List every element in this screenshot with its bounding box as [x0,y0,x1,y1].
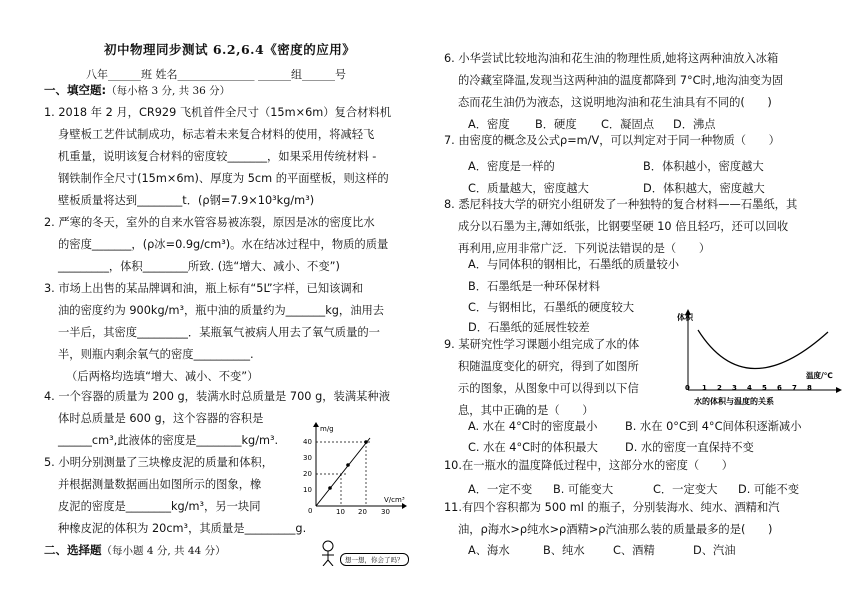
q3-line: 3. 市场上出售的某品牌调和油，瓶上标有“5L”字样，已知该调和 [44,282,364,295]
option-10a: A．一定不变 [468,483,533,496]
q11-line: 油，ρ海水>ρ纯水>ρ酒精>ρ汽油那么装的质量最多的是( ) [458,523,773,536]
q2-line: _________，体积________所致. (选“增大、减小、不变”) [58,260,340,273]
q6-line: 的冷藏室降温,发现当这两种油的温度都降到 7°C时,地沟油变为固 [458,74,784,87]
q9-line: 积随温度变化的研究，得到了如图所 [458,360,639,373]
option-6c: C．凝固点 [601,118,655,131]
q4-line: ______cm³,此液体的密度是________kg/m³. [58,434,279,447]
option-10d: D. 可能不变 [738,483,800,496]
q3-line: （后两格均选填“增大、减小、不变”） [66,370,259,383]
student-info-line: 八年______班 姓名______________ ______组______号 [86,68,346,81]
q8-line: 再利用,应用非常广泛．下列说法错误的是（ ） [458,242,711,255]
q4-line: 体时总质量是 600 g，这个容器的容积是 [58,412,264,425]
y-axis-label: m/g [320,425,334,433]
q8-line: 8. 悉尼科技大学的研究小组研发了一种独特的复合材料——石墨纸，其 [444,198,798,211]
q10-line: 10.在一瓶水的温度降低过程中，这部分水的密度（ ） [444,459,734,472]
option-8b: B．石墨纸是一种环保材料 [468,280,601,293]
thinking-figure-icon [318,540,338,566]
q6-line: 态而花生油仍为液态，这说明地沟油和花生油具有不同的( ) [458,96,772,109]
question-10 [444,455,854,477]
question-6 [444,48,854,114]
x-axis-arrow [836,387,842,393]
question-1 [44,102,434,212]
x-tick-label: 30 [381,508,390,514]
option-9d: D. 水的密度一直保持不变 [625,441,754,454]
option-11d: D、汽油 [693,544,736,557]
option-11c: C、酒精 [613,544,655,557]
footer-logo [318,540,414,568]
q7-line: 7. 由密度的概念及公式ρ=m/V，可以判定对于同一种物质（ ） [444,134,780,147]
data-point [346,463,350,467]
q6-line: 6. 小华尝试比较地沟油和花生油的物理性质,她将这两种油放入冰箱 [444,52,779,65]
option-9c: C. 水在 4°C时的体积最大 [468,441,598,454]
option-8c: C．与钢相比，石墨纸的硬度较大 [468,301,635,314]
x-tick-label: 3 [732,384,737,392]
question-7 [444,130,854,152]
q9-line: 示的图象，从图象中可以得到以下信 [458,382,639,395]
x-tick-label: 5 [762,384,767,392]
data-point [328,486,332,490]
y-axis-label: 体积 [677,313,693,322]
option-9a: A. 水在 4°C时的密度最小 [468,420,598,433]
q1-line: 壁板质量将达到________t．(ρ钢=7.9×10³kg/m³) [58,194,315,207]
y-tick-label: 30 [303,454,312,462]
x-tick-label: 4 [747,384,752,392]
q2-line: 的密度_______，(ρ冰=0.9g/cm³)。水在结冰过程中，物质的质量 [58,238,389,251]
q8-line: 成分以石墨为主,薄如纸张，比钢要坚硬 10 倍且轻巧，还可以回收 [458,220,789,233]
y-tick-label: 40 [303,438,312,446]
section-label: 一、填空题: [44,83,107,97]
q1-line: 身壁板工艺件试制成功，标志着未来复合材料的使用，将减轻飞 [58,128,375,141]
volume-temperature-graph [676,308,846,408]
question-11 [444,497,854,541]
question-8 [444,194,854,260]
x-tick-label: 0 [685,384,690,392]
x-tick-label: 20 [358,508,367,514]
data-point [364,440,368,444]
q5-line: 皮泥的密度是________kg/m³，另一块同 [58,500,261,513]
option-11b: B、纯水 [543,544,585,557]
section-fill-in [44,82,230,98]
option-6a: A．密度 [468,118,510,131]
q3-line: 半，则瓶内剩余氧气的密度__________. [58,348,254,361]
y-tick-label: 20 [303,470,312,478]
volume-curve [698,330,828,369]
question-3 [44,278,434,388]
q2-line: 2. 严寒的冬天，室外的自来水管容易被冻裂，原因是冰的密度比水 [44,216,375,229]
x-tick-label: 2 [717,384,722,392]
q9-line: 息，其中正确的是（ ） [458,404,594,417]
y-tick-label: 10 [303,486,312,494]
q1-line: 机重量，说明该复合材料的密度较_______，如果采用传统材料 - [58,150,377,163]
option-11a: A、海水 [468,544,510,557]
section-choice [44,542,226,558]
option-9b: B. 水在 0°C到 4°C间体积逐渐减小 [625,420,802,433]
x-axis-label: V/cm³ [384,496,405,504]
x-tick-label: 10 [336,508,345,514]
option-6b: B．硬度 [535,118,577,131]
q11-line: 11.有四个容积都为 500 ml 的瓶子，分别装海水、纯水、酒精和汽 [444,501,780,514]
option-7d: D．体积越大，密度越大 [643,182,765,195]
x-tick-label: 8 [807,384,812,392]
question-2 [44,212,434,278]
q4-line: 4. 一个容器的质量为 200 g，装满水时总质量是 700 g，装满某种液 [44,390,391,403]
x-axis-label: 温度/℃ [806,371,833,380]
section-label: 二、选择题 [44,543,102,557]
logo-caption: 想一想，你会了吗？ [340,553,409,566]
x-tick-label: 1 [702,384,707,392]
graph-caption: 水的体积与温度的关系 [694,397,774,406]
question-9 [444,334,674,422]
question-5 [44,452,324,540]
option-7c: C．质量越大，密度越大 [468,182,589,195]
q3-line: 一半后，其密度_________．某瓶氧气被病人用去了氧气质量的一 [58,326,380,339]
origin-label: 0 [308,507,313,514]
option-10b: B. 可能变大 [553,483,614,496]
option-6d: D．沸点 [673,118,716,131]
q5-line: 种橡皮泥的体积为 20cm³，其质量是_________g. [58,522,307,535]
y-axis-arrow [313,422,319,427]
option-7b: B．体积越小，密度越大 [643,160,764,173]
option-10c: C．一定变大 [653,483,718,496]
mass-volume-graph [298,422,408,514]
q1-line: 1. 2018 年 2 月，CR929 飞机首件全尺寸（15m×6m）复合材料机 [44,106,392,119]
option-8d: D．石墨纸的延展性较差 [468,321,590,334]
x-tick-label: 7 [792,384,797,392]
q9-line: 9. 某研究性学习课题小组完成了水的体 [444,338,640,351]
page-title: 初中物理同步测试 6.2,6.4《密度的应用》 [104,42,356,57]
q1-line: 钢铁制作全尺寸(15m×6m)、厚度为 5cm 的平面壁板，则这样的 [58,172,389,185]
q5-line: 并根据测量数据画出如图所示的图象，橡 [58,478,262,491]
option-8a: A．与同体积的钢相比，石墨纸的质量较小 [468,258,680,271]
data-line [316,438,370,506]
x-tick-label: 6 [777,384,782,392]
q5-line: 5. 小明分别测量了三块橡皮泥的质量和体积， [44,456,274,469]
section-note: （每小格 3 分, 共 36 分） [106,85,231,97]
section-note: （每小题 4 分, 共 44 分） [101,545,226,557]
q3-line: 油的密度约为 900kg/m³，瓶中油的质量约为_______kg，油用去 [58,304,385,317]
option-7a: A．密度是一样的 [468,160,555,173]
